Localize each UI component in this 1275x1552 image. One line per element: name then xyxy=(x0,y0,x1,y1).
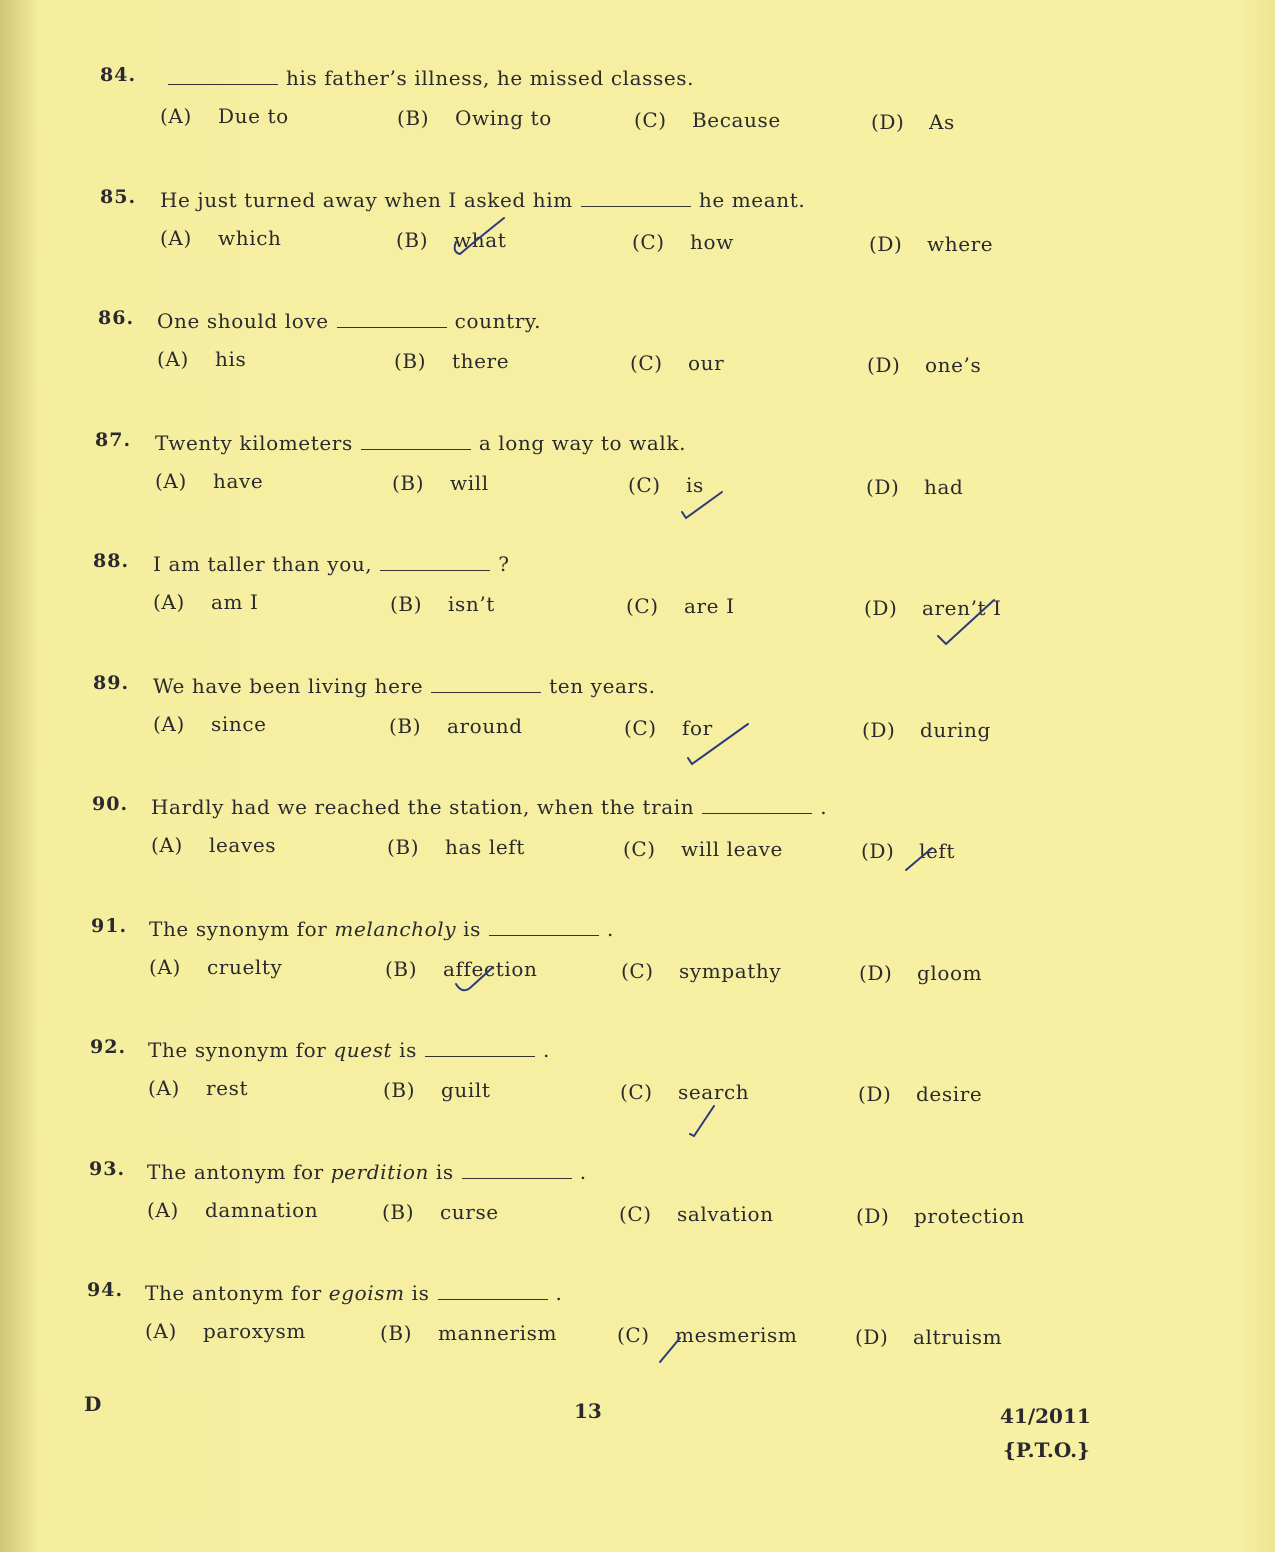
question-stem xyxy=(155,431,686,455)
option-d xyxy=(855,1325,1002,1349)
stem-text: he meant. xyxy=(698,187,806,212)
option-b xyxy=(396,228,506,252)
question-number: 84. xyxy=(100,64,137,86)
option-text: has left xyxy=(445,835,525,859)
answer-blank xyxy=(438,1289,548,1300)
please-turn-over: {P.T.O.} xyxy=(1003,1438,1090,1462)
option-text: his xyxy=(215,347,247,371)
option-b xyxy=(380,1321,557,1345)
page-number: 13 xyxy=(574,1399,602,1423)
option-c xyxy=(621,959,781,983)
option-label: (A) xyxy=(147,1197,179,1222)
question-stem xyxy=(157,309,541,333)
question-item xyxy=(0,672,1275,772)
answer-blank xyxy=(337,317,447,328)
option-a xyxy=(153,712,267,736)
option-text: search xyxy=(678,1080,750,1104)
option-label: (D) xyxy=(859,960,893,985)
option-text: leaves xyxy=(209,833,277,857)
option-label: (C) xyxy=(628,472,661,497)
question-stem xyxy=(148,1038,550,1062)
option-text: salvation xyxy=(677,1201,774,1226)
question-stem xyxy=(160,66,694,90)
question-number: 85. xyxy=(100,185,137,208)
option-d xyxy=(861,839,955,863)
option-c xyxy=(623,837,783,861)
option-label: (D) xyxy=(871,110,905,134)
option-text: there xyxy=(452,349,510,373)
option-label: (B) xyxy=(385,956,418,981)
option-text: had xyxy=(924,474,964,499)
question-item xyxy=(0,429,1275,529)
option-text: for xyxy=(682,715,713,740)
option-b xyxy=(385,957,538,981)
option-text: mesmerism xyxy=(675,1323,798,1347)
option-text: isn’t xyxy=(448,592,495,616)
question-number: 88. xyxy=(93,550,130,572)
option-d xyxy=(858,1082,982,1106)
option-a xyxy=(145,1319,306,1343)
option-label: (A) xyxy=(160,225,192,250)
option-b xyxy=(397,106,552,130)
option-text: during xyxy=(920,717,991,742)
question-item xyxy=(0,1036,1275,1136)
question-number: 87. xyxy=(95,428,132,451)
question-number: 92. xyxy=(90,1036,127,1058)
option-label: (A) xyxy=(153,711,185,736)
stem-text: The synonym for xyxy=(148,1038,327,1062)
option-label: (C) xyxy=(617,1323,650,1347)
stem-text: his father’s illness, he missed classes. xyxy=(286,66,695,90)
option-text: since xyxy=(211,711,267,736)
stem-text: Hardly had we reached the station, when the train xyxy=(151,795,695,819)
option-text: what xyxy=(454,227,507,252)
option-label: (B) xyxy=(392,470,425,495)
option-label: (D) xyxy=(862,717,896,742)
option-label: (C) xyxy=(624,715,657,740)
option-a xyxy=(153,590,259,614)
question-stem xyxy=(153,674,656,698)
question-stem xyxy=(153,552,510,576)
question-number: 91. xyxy=(91,914,128,937)
option-c xyxy=(620,1080,749,1104)
stem-text: Twenty kilometers xyxy=(155,430,353,455)
stem-text: The antonym for xyxy=(147,1159,324,1184)
option-b xyxy=(390,592,495,616)
option-d xyxy=(867,353,981,377)
option-d xyxy=(856,1204,1025,1228)
option-text: how xyxy=(690,229,734,254)
option-d xyxy=(866,475,963,499)
option-text: altruism xyxy=(913,1325,1003,1349)
option-label: (A) xyxy=(160,104,192,128)
stem-text: is xyxy=(435,1159,454,1184)
option-text: left xyxy=(919,839,956,863)
series-code: D xyxy=(84,1392,102,1416)
stem-keyword: melancholy xyxy=(334,916,457,941)
answer-blank xyxy=(361,439,471,450)
option-b xyxy=(392,471,489,495)
option-text: around xyxy=(447,713,523,738)
option-text: sympathy xyxy=(679,958,782,983)
option-text: curse xyxy=(440,1199,499,1224)
option-text: are I xyxy=(684,594,735,618)
option-label: (C) xyxy=(634,108,667,132)
question-stem xyxy=(145,1281,563,1305)
stem-end: . xyxy=(607,916,615,941)
option-text: one’s xyxy=(925,353,982,377)
option-label: (D) xyxy=(866,474,900,499)
option-b xyxy=(394,349,509,373)
option-d xyxy=(862,718,991,742)
option-label: (D) xyxy=(858,1082,892,1106)
option-b xyxy=(383,1078,491,1102)
option-text: aren’t I xyxy=(922,596,1002,620)
question-item xyxy=(0,64,1275,164)
option-c xyxy=(628,473,704,497)
option-text: cruelty xyxy=(207,954,283,979)
option-text: is xyxy=(686,472,704,497)
option-text: guilt xyxy=(441,1078,491,1102)
stem-end: . xyxy=(579,1159,587,1184)
question-stem xyxy=(151,795,827,819)
stem-keyword: quest xyxy=(333,1038,393,1062)
option-label: (C) xyxy=(619,1201,652,1226)
option-label: (B) xyxy=(390,592,423,616)
answer-blank xyxy=(431,682,541,693)
option-label: (C) xyxy=(632,229,665,254)
option-label: (B) xyxy=(389,713,422,738)
option-d xyxy=(864,596,1002,620)
stem-text: is xyxy=(411,1281,430,1305)
stem-end: . xyxy=(543,1038,551,1062)
option-label: (A) xyxy=(157,347,189,371)
option-a xyxy=(160,104,289,128)
option-c xyxy=(619,1202,774,1226)
stem-text: The antonym for xyxy=(145,1281,322,1305)
option-text: have xyxy=(213,468,264,493)
question-item xyxy=(0,550,1275,650)
stem-text: is xyxy=(399,1038,418,1062)
answer-blank xyxy=(581,196,691,207)
option-label: (B) xyxy=(396,227,429,252)
option-label: (A) xyxy=(151,833,183,857)
option-text: affection xyxy=(443,956,538,981)
option-label: (D) xyxy=(864,596,898,620)
stem-keyword: egoism xyxy=(328,1281,405,1305)
stem-text: is xyxy=(463,916,482,941)
option-label: (C) xyxy=(626,594,659,618)
question-number: 93. xyxy=(89,1157,126,1180)
option-text: protection xyxy=(914,1203,1025,1228)
option-label: (D) xyxy=(855,1325,889,1349)
option-label: (A) xyxy=(149,954,181,979)
option-label: (B) xyxy=(382,1199,415,1224)
question-item xyxy=(0,186,1275,286)
option-label: (A) xyxy=(153,590,185,614)
option-text: As xyxy=(929,110,955,134)
option-label: (D) xyxy=(856,1203,890,1228)
question-stem xyxy=(149,917,614,941)
stem-text: a long way to walk. xyxy=(478,430,687,455)
option-text: Owing to xyxy=(455,106,552,130)
option-text: where xyxy=(927,231,994,256)
option-label: (D) xyxy=(869,231,903,256)
option-label: (B) xyxy=(394,349,427,373)
option-text: will leave xyxy=(681,837,783,861)
question-stem xyxy=(147,1160,587,1184)
option-a xyxy=(149,955,282,979)
stem-text: We have been living here xyxy=(153,673,424,698)
option-text: Because xyxy=(692,108,781,132)
option-a xyxy=(151,833,276,857)
option-text: which xyxy=(218,225,282,250)
option-label: (A) xyxy=(148,1076,180,1100)
stem-text: ? xyxy=(498,552,510,576)
option-c xyxy=(632,230,734,254)
option-label: (D) xyxy=(861,839,895,863)
stem-text: One should love xyxy=(157,309,329,333)
question-number: 86. xyxy=(98,307,135,329)
option-label: (A) xyxy=(155,468,187,493)
question-item xyxy=(0,915,1275,1015)
option-label: (B) xyxy=(387,835,420,859)
answer-blank xyxy=(168,74,278,85)
option-a xyxy=(147,1198,318,1222)
stem-text: The synonym for xyxy=(149,916,328,941)
option-a xyxy=(160,226,281,250)
question-number: 94. xyxy=(87,1279,124,1301)
question-item xyxy=(0,1279,1275,1379)
option-b xyxy=(382,1200,499,1224)
option-label: (C) xyxy=(621,958,654,983)
answer-blank xyxy=(702,803,812,814)
option-label: (B) xyxy=(380,1321,413,1345)
option-text: paroxysm xyxy=(203,1319,306,1343)
option-a xyxy=(157,347,246,371)
option-c xyxy=(634,108,781,132)
option-c xyxy=(626,594,735,618)
option-text: am I xyxy=(211,590,259,614)
paper-code: 41/2011 xyxy=(1000,1404,1091,1428)
option-text: gloom xyxy=(917,960,983,985)
question-number: 89. xyxy=(93,671,130,694)
answer-blank xyxy=(380,560,490,571)
question-stem xyxy=(160,188,805,212)
question-item xyxy=(0,1158,1275,1258)
option-d xyxy=(871,110,955,134)
option-label: (C) xyxy=(630,351,663,375)
option-a xyxy=(155,469,263,493)
answer-blank xyxy=(425,1046,535,1057)
question-item xyxy=(0,793,1275,893)
option-label: (A) xyxy=(145,1319,177,1343)
option-d xyxy=(869,232,993,256)
option-label: (B) xyxy=(383,1078,416,1102)
option-text: damnation xyxy=(205,1197,319,1222)
question-item xyxy=(0,307,1275,407)
stem-end: . xyxy=(555,1281,563,1305)
option-a xyxy=(148,1076,248,1100)
option-c xyxy=(624,716,713,740)
stem-keyword: perdition xyxy=(330,1159,429,1184)
option-text: Due to xyxy=(218,104,289,128)
option-c xyxy=(630,351,724,375)
option-text: will xyxy=(450,470,489,495)
answer-blank xyxy=(489,925,599,936)
stem-text: ten years. xyxy=(549,673,656,698)
option-b xyxy=(389,714,523,738)
option-text: rest xyxy=(206,1076,249,1100)
option-d xyxy=(859,961,982,985)
option-label: (B) xyxy=(397,106,430,130)
option-label: (C) xyxy=(620,1080,653,1104)
stem-text: I am taller than you, xyxy=(153,552,373,576)
stem-text: He just turned away when I asked him xyxy=(160,187,573,212)
stem-text: country. xyxy=(454,309,542,333)
option-b xyxy=(387,835,525,859)
option-c xyxy=(617,1323,797,1347)
option-label: (D) xyxy=(867,353,901,377)
option-text: desire xyxy=(916,1082,983,1106)
option-text: our xyxy=(688,351,725,375)
stem-text: . xyxy=(820,795,828,819)
question-number: 90. xyxy=(92,793,129,815)
option-label: (C) xyxy=(623,837,656,861)
answer-blank xyxy=(462,1168,572,1179)
option-text: mannerism xyxy=(438,1321,558,1345)
